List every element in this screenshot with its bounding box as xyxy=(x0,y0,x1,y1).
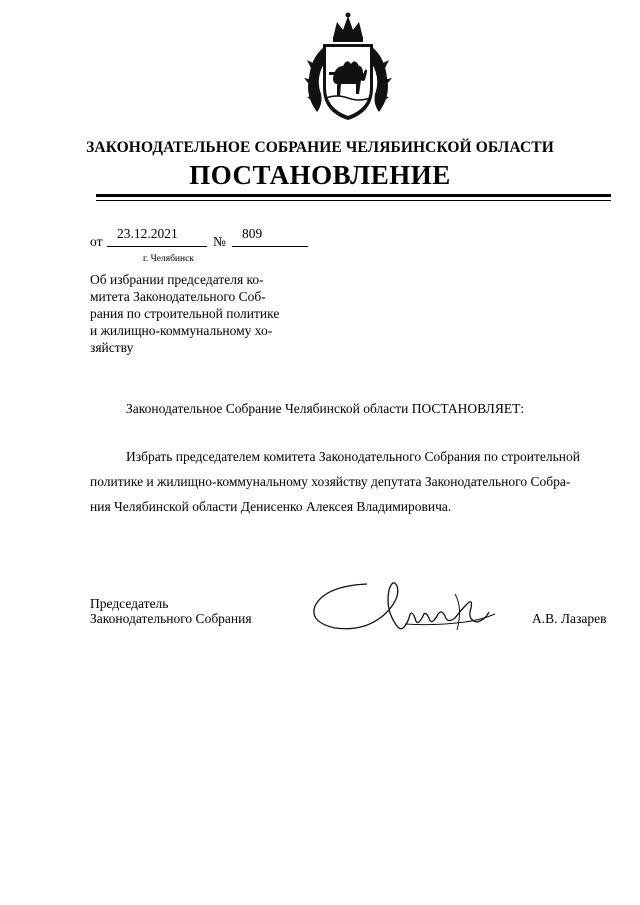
organization-title: ЗАКОНОДАТЕЛЬНОЕ СОБРАНИЕ ЧЕЛЯБИНСКОЙ ОБЛАСТИ xyxy=(86,139,554,156)
decision-line: Избрать председателем комитета Законодательного Собрания по строительной xyxy=(126,449,580,464)
preamble-text: Законодательное Собрание Челябинской области ПОСТАНОВЛЯЕТ: xyxy=(126,401,525,416)
subject-line: и жилищно-коммунальному хо- xyxy=(90,323,273,338)
number-prefix: № xyxy=(213,234,226,249)
coat-of-arms-emblem xyxy=(293,8,403,126)
header-divider-thin xyxy=(96,200,611,201)
date-underline xyxy=(107,246,207,247)
document-number: 809 xyxy=(242,226,263,241)
header-divider-thick xyxy=(96,194,611,197)
number-underline xyxy=(232,246,308,247)
decision-line: политике и жилищно-коммунальному хозяйству депутата Законодательного Собра- xyxy=(90,474,571,489)
handwritten-signature xyxy=(305,574,505,644)
document-date: 23.12.2021 xyxy=(117,226,178,241)
document-type-title: ПОСТАНОВЛЕНИЕ xyxy=(189,160,451,190)
city-label: г. Челябинск xyxy=(143,254,194,264)
crown-icon xyxy=(333,13,363,43)
decision-line: ния Челябинской области Денисенко Алексея Владимировича. xyxy=(90,499,452,514)
subject-line: Об избрании председателя ко- xyxy=(90,272,264,287)
signer-position-line1: Председатель xyxy=(90,596,169,611)
date-prefix: от xyxy=(90,234,103,249)
subject-line: митета Законодательного Соб- xyxy=(90,289,266,304)
subject-line: рания по строительной политике xyxy=(90,306,280,321)
subject-line: зяйству xyxy=(90,340,134,355)
document-subject xyxy=(90,271,290,356)
signer-name: А.В. Лазарев xyxy=(532,611,607,626)
signer-position-line2: Законодательного Собрания xyxy=(90,611,252,626)
